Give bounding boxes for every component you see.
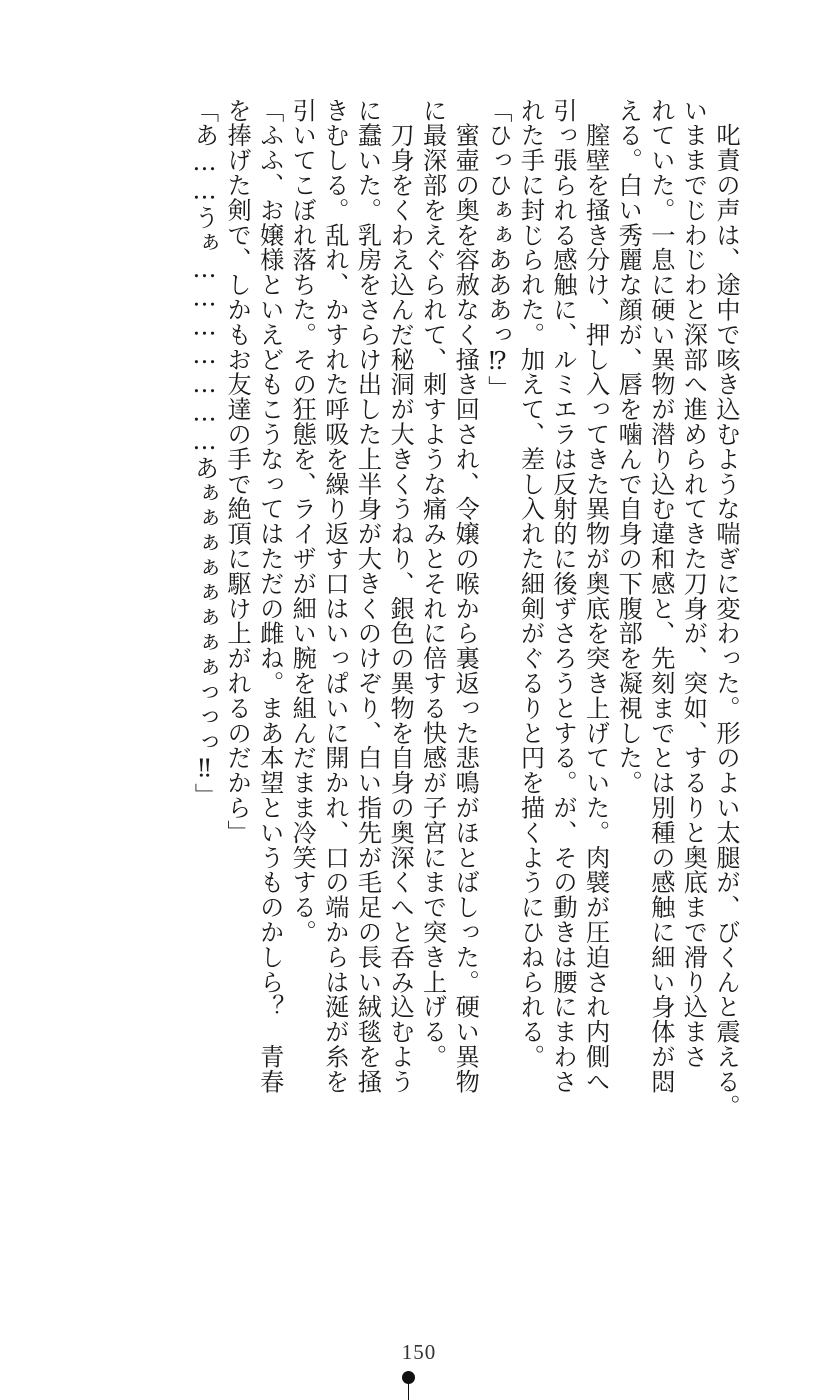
text-column: 蜜壷の奥を容赦なく掻き回され、令嬢の喉から裏返った悲鳴がほとばしった。硬い異物 — [451, 98, 480, 1094]
page-marker-dot-icon — [402, 1371, 415, 1384]
text-column: に最深部をえぐられて、刺すような痛みとそれに倍する快感が子宮にまで突き上げる。 — [418, 98, 447, 1070]
vertical-text-block — [188, 98, 742, 1158]
text-column: 「ひっひぁぁあああっ⁉」 — [483, 98, 512, 401]
text-column: 叱責の声は、途中で咳き込むような喘ぎに変わった。形のよい太腿が、びくんと震える。 — [712, 98, 740, 1119]
text-column: える。白い秀麗な顔が、唇を噛んで自身の下腹部を凝視した。 — [614, 98, 643, 796]
text-column: れていた。一息に硬い異物が潜り込む違和感と、先刻までとは別種の感触に細い身体が悶 — [646, 98, 675, 1094]
page-number: 150 — [401, 1340, 437, 1364]
text-column: に蠢いた。乳房をさらけ出した上半身が大きくのけぞり、白い指先が毛足の長い絨毯を掻 — [353, 98, 382, 1094]
text-column: 膣壁を掻き分け、押し入ってきた異物が奥底を突き上げていた。肉襞が圧迫され内側へ — [581, 98, 610, 1094]
text-column: 引っ張られる感触に、ルミエラは反射的に後ずさろうとする。が、その動きは腰にまわさ — [549, 98, 578, 1094]
text-column: いままでじわじわと深部へ進められてきた刀身が、突如、するりと奥底まで滑り込まさ — [679, 98, 708, 1070]
text-column: 引いてこぼれ落ちた。その狂態を、ライザが細い腕を組んだまま冷笑する。 — [288, 98, 317, 945]
text-column: 刀身をくわえ込んだ秘洞が大きくうねり、銀色の異物を自身の奥深くへと呑み込むよう — [386, 98, 415, 1094]
text-column: 「ふふ、お嬢様といえどもこうなってはただの雌ね。まあ本望というものかしら？ 青春 — [255, 98, 284, 1094]
text-column: れた手に封じられた。加えて、差し入れた細剣がぐるりと円を描くようにひねられる。 — [516, 98, 545, 1070]
text-column: を捧げた剣で、しかもお友達の手で絶頂に駆け上がれるのだから」 — [223, 98, 252, 845]
text-column: 「あ……うぁ…………………あぁぁぁぁぁぁぁぁっっっ‼」 — [190, 98, 219, 809]
text-column: きむしる。乱れ、かすれた呼吸を繰り返す口はいっぱいに開かれ、口の端からは涎が糸を — [320, 98, 349, 1094]
page-marker-line — [408, 1384, 409, 1400]
